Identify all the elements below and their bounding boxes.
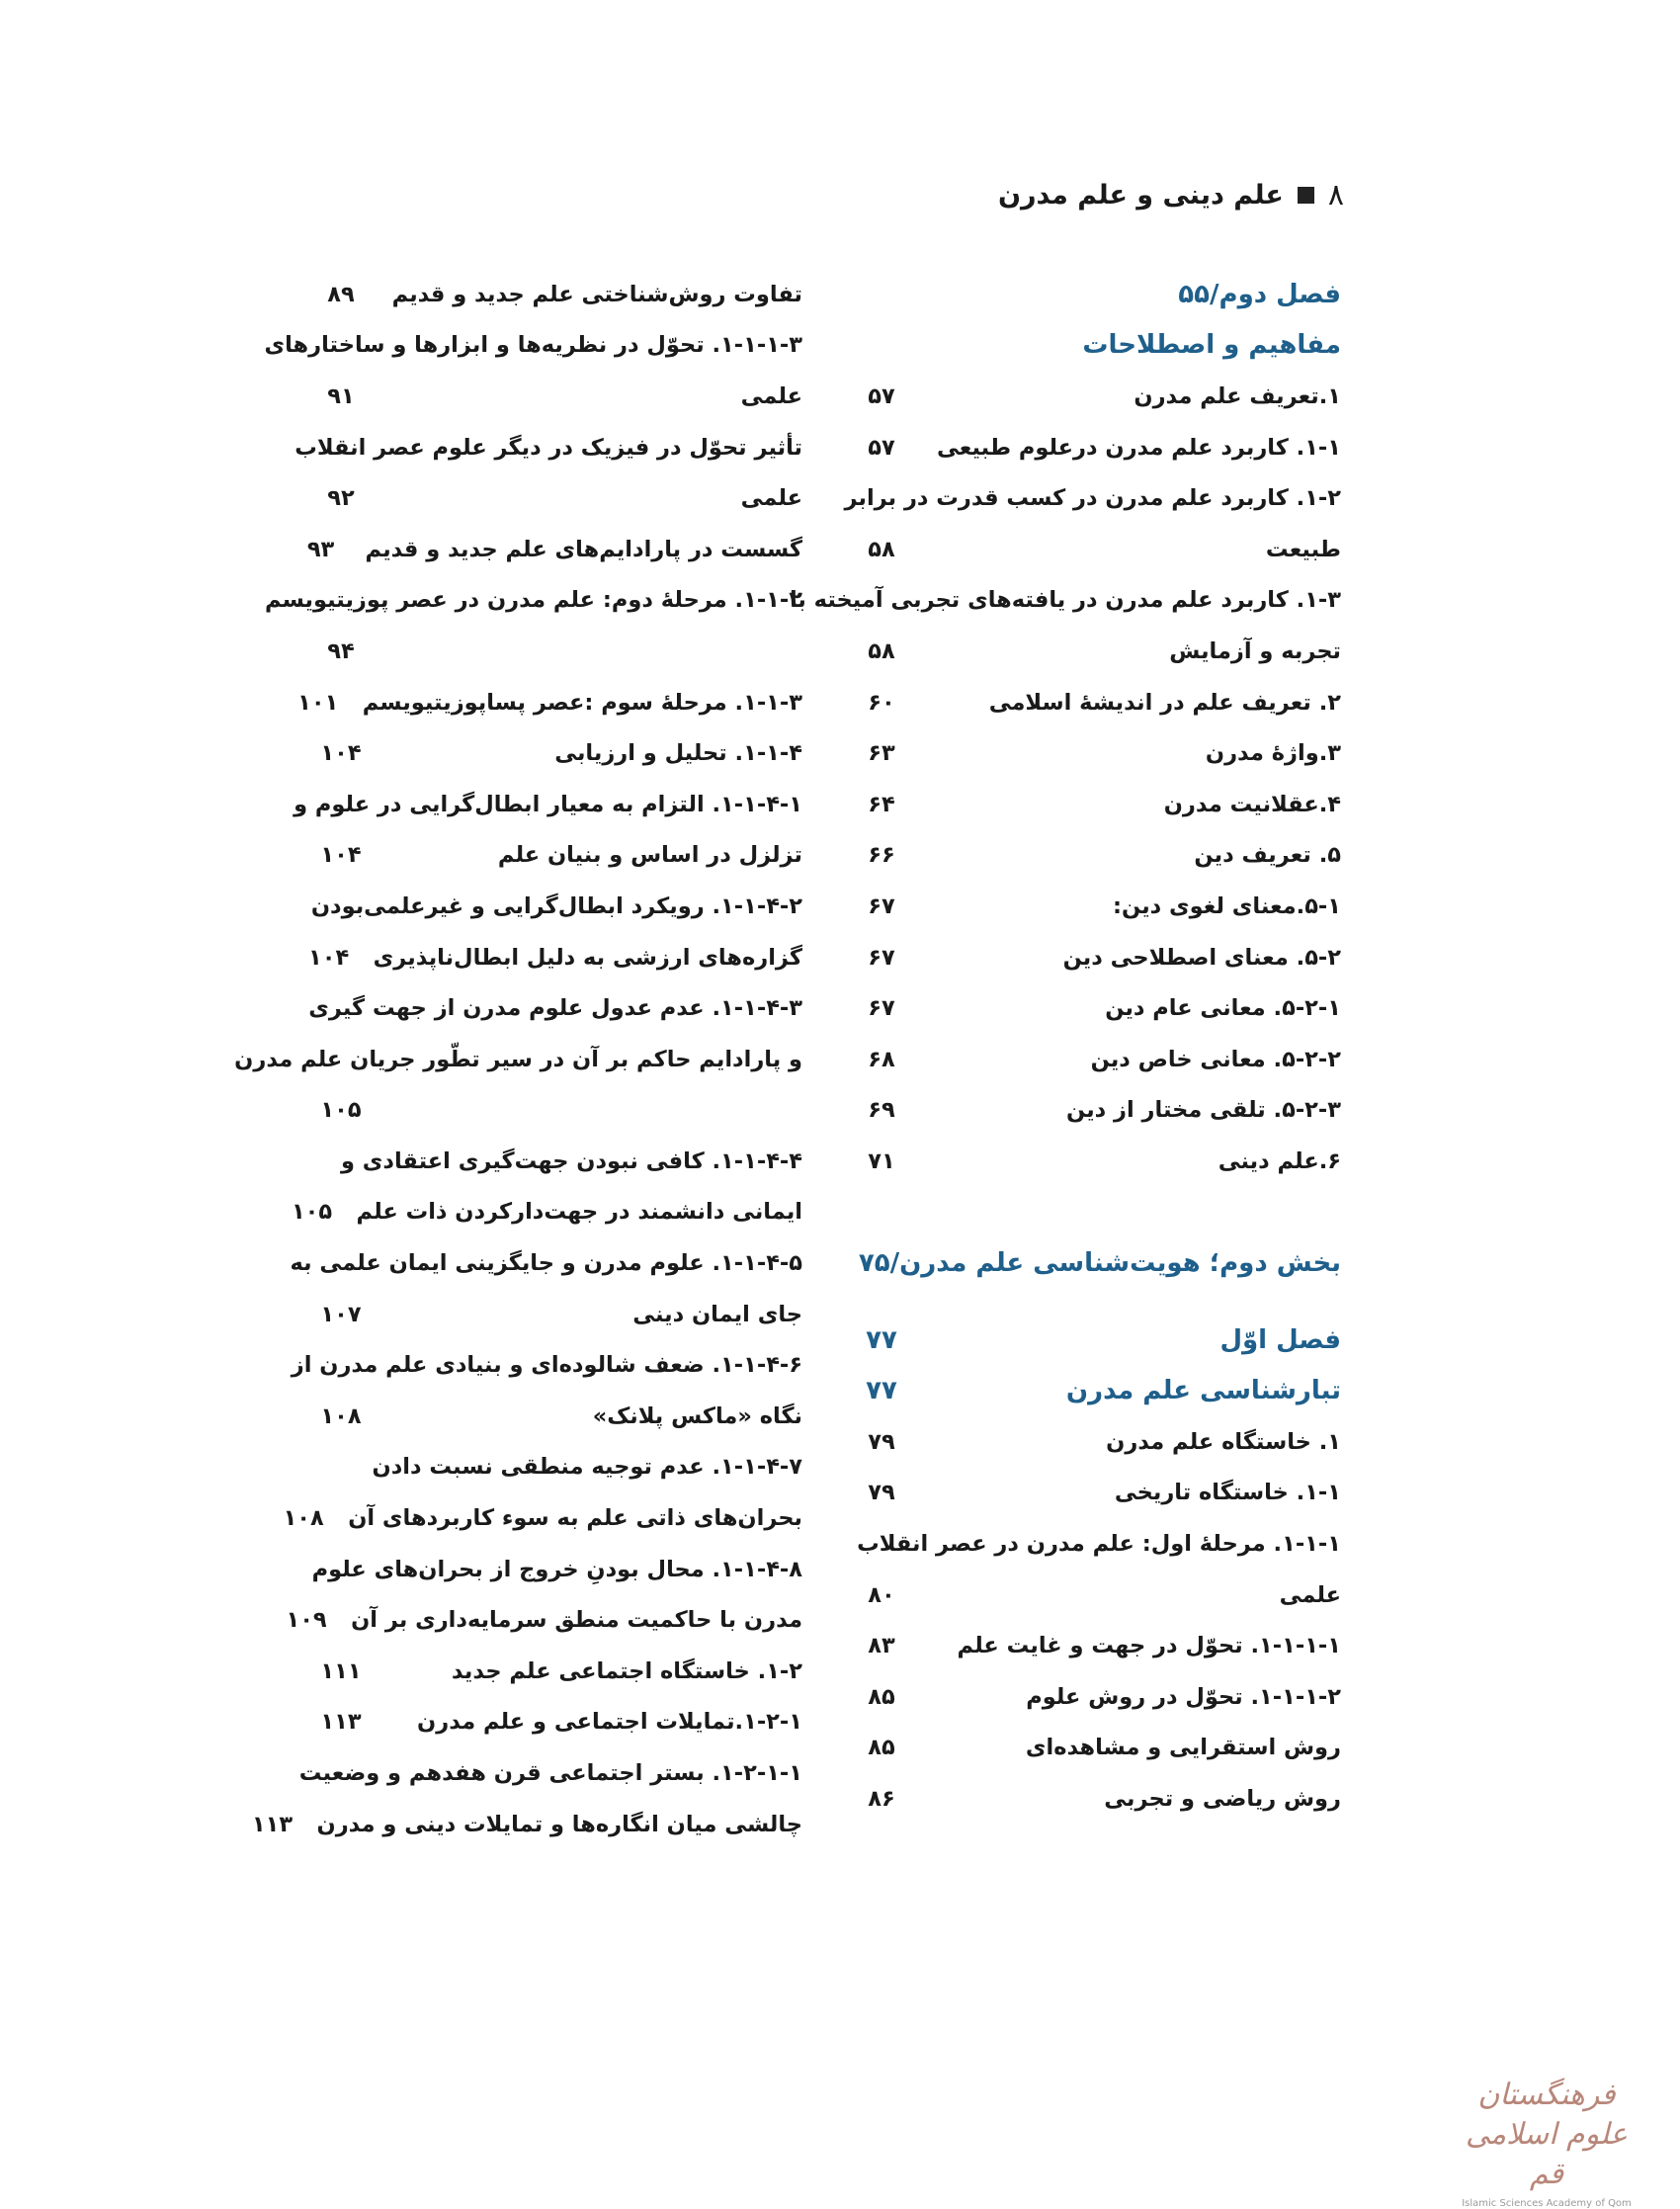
toc-entry[interactable] [290, 1237, 802, 1289]
toc-entry-title: مدرن با حاکمیت منطق سرمایه‌داری بر آن [351, 1607, 802, 1634]
running-title: علم دینی و علم مدرن [997, 179, 1284, 211]
toc-entry[interactable] [837, 1723, 1341, 1774]
toc-entry[interactable] [837, 1570, 1341, 1621]
toc-entry-title: تفاوت روش‌شناختی علم جدید و قدیم [391, 281, 802, 307]
toc-entry-title: ۱-۱-۱-۱. تحوّل در جهت و غایت علم [957, 1633, 1341, 1659]
toc-entry[interactable] [291, 1187, 802, 1238]
toc-entry-title: تجربه و آزمایش [1169, 637, 1341, 664]
toc-page-number: ۱۱۱ [320, 1657, 362, 1684]
toc-page-number: ۷۷ [866, 1324, 897, 1355]
toc-entry[interactable] [837, 1136, 1341, 1187]
toc-entry-title: ۱-۱-۴-۲. رویکرد ابطال‌گرایی و غیرعلمی‌بودن [310, 892, 802, 919]
toc-page-number: ۷۷ [866, 1376, 897, 1406]
toc-page-number: ۱۰۴ [320, 740, 362, 767]
toc-page-number: ۸۵ [868, 1683, 895, 1710]
toc-entry-title: ۱-۱-۲. مرحلهٔ دوم: علم مدرن در عصر پوزیتیویسم [264, 587, 802, 614]
toc-entry-title: علمی [740, 382, 802, 409]
toc-page-number: ۵۷ [868, 434, 895, 461]
toc-entry-title: روش استقرایی و مشاهده‌ای [1025, 1735, 1341, 1761]
logo-calligraphy: فرهنگستان علوم اسلامی قم [1466, 2078, 1628, 2191]
toc-entry-title: ۵-۲-۳. تلقی مختار از دین [1065, 1097, 1341, 1124]
toc-entry[interactable] [837, 1518, 1341, 1570]
toc-entry[interactable] [837, 982, 1341, 1034]
toc-entry-title: گسست در پارادایم‌های علم جدید و قدیم [365, 536, 802, 562]
toc-entry-title: ۱-۲. کاربرد علم مدرن در کسب قدرت در برابر [844, 485, 1341, 512]
toc-entry[interactable] [296, 1697, 802, 1748]
toc-entry[interactable] [296, 1391, 802, 1442]
toc-entry[interactable] [296, 626, 802, 677]
toc-entry[interactable] [296, 1646, 802, 1697]
toc-entry[interactable] [837, 1468, 1341, 1519]
toc-part-heading[interactable] [837, 1237, 1341, 1289]
toc-page-number: ۵۸ [868, 536, 895, 562]
toc-entry[interactable] [286, 1594, 802, 1646]
toc-entry-title: ۱. خاستگاه علم مدرن [1106, 1428, 1341, 1455]
toc-entry-title: چالشی میان انگارەها و تمایلات دینی و مدرن [316, 1811, 802, 1837]
toc-entry-title: ۱-۱-۴-۵. علوم مدرن و جایگزینی ایمان علمی به [290, 1250, 802, 1277]
toc-page-number: ۶۷ [868, 995, 895, 1022]
toc-entry-title: ۵-۲-۲. معانی خاص دین [1090, 1046, 1341, 1072]
toc-entry-title: فصل دوم/۵۵ [1178, 279, 1341, 309]
toc-entry-title: و پارادایم حاکم بر آن در سیر تطّور جریان علم مدرن [234, 1046, 802, 1072]
toc-entry-title: ۵-۱.معنای لغوی دین: [1112, 892, 1341, 919]
toc-section-chapter2 [789, 269, 1341, 1187]
toc-entry-title: ۵. تعریف دین [1194, 842, 1341, 869]
toc-entry[interactable] [264, 575, 802, 627]
toc-entry[interactable] [234, 1034, 802, 1085]
toc-entry[interactable] [296, 727, 802, 779]
toc-page-number: ۶۳ [868, 740, 895, 767]
toc-entry[interactable] [837, 779, 1341, 830]
toc-entry-title: ۵-۲. معنای اصطلاحی دین [1062, 944, 1341, 971]
toc-entry-title: نگاه «ماکس پلانک» [592, 1402, 802, 1429]
square-bullet-icon [1298, 187, 1314, 204]
toc-entry-title: گزاره‌های ارزشی به دلیل ابطال‌ناپذیری [373, 944, 802, 971]
toc-page-number: ۶۰ [868, 689, 895, 716]
toc-page-number: ۸۹ [327, 281, 355, 307]
toc-page-number: ۱۱۳ [251, 1811, 294, 1837]
toc-entry[interactable] [837, 1620, 1341, 1671]
toc-entry-title: ۱-۱-۱-۲. تحوّل در روش علوم [1026, 1683, 1341, 1710]
toc-entry-title: تأثیر تحوّل در فیزیک در دیگر علوم عصر انقلاب [294, 434, 802, 461]
toc-page-number: ۱۰۷ [320, 1301, 362, 1327]
toc-entry[interactable] [837, 677, 1341, 728]
toc-page-number: ۶۷ [868, 944, 895, 971]
toc-entry[interactable] [789, 575, 1341, 627]
toc-entry[interactable] [837, 881, 1341, 932]
toc-page-number: ۹۲ [327, 485, 355, 512]
toc-page-number: ۸۶ [868, 1786, 895, 1813]
toc-page-number: ۹۴ [327, 637, 355, 664]
toc-page-number: ۶۴ [868, 791, 895, 817]
toc-entry[interactable] [296, 1085, 802, 1137]
toc-entry-title: ۱-۱-۴. تحلیل و ارزیابی [554, 740, 802, 767]
toc-entry-title: ایمانی دانشمند در جهت‌دارکردن ذات علم [356, 1199, 802, 1226]
toc-page-number: ۶۶ [868, 842, 895, 869]
toc-page-number: ۶۷ [868, 892, 895, 919]
toc-page-number: ۱۰۵ [291, 1199, 333, 1226]
toc-heading[interactable] [837, 269, 1341, 320]
toc-entry[interactable] [296, 881, 802, 932]
toc-entry[interactable] [837, 1671, 1341, 1723]
spacer [837, 1187, 1341, 1238]
toc-entry-title: روش ریاضی و تجربی [1104, 1786, 1341, 1813]
toc-page-number: ۹۳ [306, 536, 335, 562]
toc-entry-title: ۱-۱-۴-۳. عدم عدول علوم مدرن از جهت گیری [308, 995, 802, 1022]
academy-watermark-logo [1453, 2076, 1640, 2209]
toc-entry-title: علمی [740, 485, 802, 512]
toc-entry-title: ۱-۲-۱.تمایلات اجتماعی و علم مدرن [417, 1709, 802, 1736]
toc-entry-title: فصل اوّل [1219, 1324, 1341, 1355]
toc-page-number: ۱۰۴ [308, 944, 350, 971]
toc-entry[interactable] [296, 1289, 802, 1340]
toc-entry-title: جای ایمان دینی [632, 1301, 802, 1327]
toc-entry-title: ۱-۱-۴-۸. محال بودنِ خروج از بحران‌های علوم [311, 1556, 802, 1582]
toc-page-number: ۱۱۳ [320, 1709, 362, 1736]
toc-page-number: ۱۰۱ [297, 689, 339, 716]
toc-entry[interactable] [296, 1544, 802, 1595]
toc-entry[interactable] [837, 1034, 1341, 1085]
toc-entry[interactable] [296, 1136, 802, 1187]
logo-latin-text: Islamic Sciences Academy of Qom [1462, 2198, 1632, 2209]
toc-entry[interactable] [837, 371, 1341, 422]
toc-entry-title: ۱-۳. کاربرد علم مدرن در یافته‌های تجربی آمیخته با [789, 587, 1341, 614]
toc-entry[interactable] [296, 779, 802, 830]
toc-section-continued [234, 269, 802, 1849]
toc-page-number: ۸۵ [868, 1735, 895, 1761]
toc-heading[interactable] [837, 320, 1341, 372]
toc-entry[interactable] [296, 472, 802, 524]
toc-entry-title: ۱-۲-۱-۱. بستر اجتماعی قرن هفدهم و وضعیت [298, 1760, 802, 1787]
toc-entry[interactable] [837, 932, 1341, 983]
toc-page-number: ۱۰۸ [283, 1505, 324, 1532]
toc-entry-title: مفاهیم و اصطلاحات [1082, 330, 1341, 361]
toc-entry[interactable] [837, 472, 1341, 524]
toc-entry-title: ۱-۱. خاستگاه تاریخی [1114, 1480, 1341, 1506]
toc-entry-title: ۵-۲-۱. معانی عام دین [1105, 995, 1341, 1022]
toc-page-number: ۷۹ [868, 1428, 895, 1455]
toc-entry-title: ۱-۱-۱-۳. تحوّل در نظریه‌ها و ابزارها و ساختارهای [264, 332, 802, 359]
toc-entry[interactable] [296, 982, 802, 1034]
toc-entry[interactable] [837, 1773, 1341, 1825]
toc-entry[interactable] [264, 320, 802, 372]
toc-entry[interactable] [837, 626, 1341, 677]
page-number: ۸ [1327, 177, 1344, 212]
toc-page-number: ۶۹ [868, 1097, 895, 1124]
toc-page-number: ۹۱ [327, 382, 355, 409]
toc-page-number: ۵۸ [868, 637, 895, 664]
toc-entry[interactable] [837, 422, 1341, 473]
toc-page-number: ۷۱ [868, 1147, 895, 1174]
toc-entry-title: تزلزل در اساس و بنیان علم [497, 842, 802, 869]
toc-entry[interactable] [837, 1085, 1341, 1137]
part-heading-text: بخش دوم؛ هویت‌شناسی علم مدرن/۷۵ [858, 1248, 1341, 1279]
toc-entry[interactable] [251, 1799, 802, 1850]
toc-entry-title: ۱-۱-۴-۷. عدم توجیه منطقی نسبت دادن [372, 1454, 802, 1481]
toc-heading[interactable] [837, 1365, 1341, 1416]
toc-entry-title: ۲. تعریف علم در اندیشهٔ اسلامی [988, 689, 1341, 716]
toc-entry[interactable] [296, 1747, 802, 1799]
toc-entry-title: ۶.علم دینی [1218, 1147, 1341, 1174]
toc-page-number: ۸۰ [868, 1581, 895, 1608]
toc-page-number: ۶۸ [868, 1046, 895, 1072]
running-header [988, 170, 1344, 219]
toc-entry[interactable] [296, 269, 802, 320]
toc-entry[interactable] [296, 371, 802, 422]
toc-entry[interactable] [837, 830, 1341, 882]
toc-entry[interactable] [296, 422, 802, 473]
toc-entry-title: ۱-۱-۴-۴. کافی نبودن جهت‌گیری اعتقادی و [340, 1147, 802, 1174]
toc-page-number: ۵۷ [868, 382, 895, 409]
toc-entry[interactable] [296, 677, 802, 728]
toc-section-part2 [837, 1315, 1341, 1825]
toc-entry-title: بحران‌های ذاتی علم به سوء کاربردهای آن [348, 1505, 802, 1532]
toc-entry[interactable] [296, 932, 802, 983]
toc-entry[interactable] [296, 830, 802, 882]
toc-entry[interactable] [296, 1442, 802, 1493]
toc-page-number: ۸۳ [868, 1633, 895, 1659]
toc-page-number: ۱۰۸ [320, 1402, 362, 1429]
toc-page-number: ۷۹ [868, 1480, 895, 1506]
spacer [837, 1289, 1341, 1315]
toc-entry-title: ۱-۱-۳. مرحلهٔ سوم :عصر پساپوزیتیویسم [362, 689, 802, 716]
toc-entry-title: ۱-۱-۱. مرحلهٔ اول: علم مدرن در عصر انقلاب [857, 1531, 1341, 1558]
toc-entry-title: ۱.تعریف علم مدرن [1134, 382, 1341, 409]
toc-entry[interactable] [283, 1492, 802, 1544]
toc-entry-title: علمی [1279, 1581, 1341, 1608]
toc-entry-title: ۱-۱-۴-۱. التزام به معیار ابطال‌گرایی در علوم و [294, 791, 802, 817]
toc-page-number: ۱۰۴ [320, 842, 362, 869]
toc-entry-title: ۳.واژهٔ مدرن [1205, 740, 1341, 767]
toc-entry-title: تبارشناسی علم مدرن [1065, 1376, 1341, 1406]
toc-heading[interactable] [837, 1315, 1341, 1366]
toc-entry-title: طبیعت [1265, 536, 1341, 562]
toc-right-column [789, 269, 1341, 1825]
toc-entry-title: ۱-۱. کاربرد علم مدرن درعلوم طبیعی [937, 434, 1341, 461]
toc-page-number: ۱۰۵ [320, 1097, 362, 1124]
toc-entry[interactable] [837, 1416, 1341, 1468]
toc-left-column [234, 269, 802, 1849]
toc-entry[interactable] [296, 524, 802, 575]
toc-page-number: ۱۰۹ [286, 1607, 327, 1634]
toc-entry-title: ۱-۲. خاستگاه اجتماعی علم جدید [451, 1657, 802, 1684]
toc-entry-title: ۴.عقلانیت مدرن [1163, 791, 1341, 817]
toc-entry[interactable] [291, 1339, 802, 1391]
toc-entry-title: ۱-۱-۴-۶. ضعف شالوده‌ای و بنیادی علم مدرن از [291, 1352, 802, 1379]
toc-entry[interactable] [837, 524, 1341, 575]
toc-entry[interactable] [837, 727, 1341, 779]
